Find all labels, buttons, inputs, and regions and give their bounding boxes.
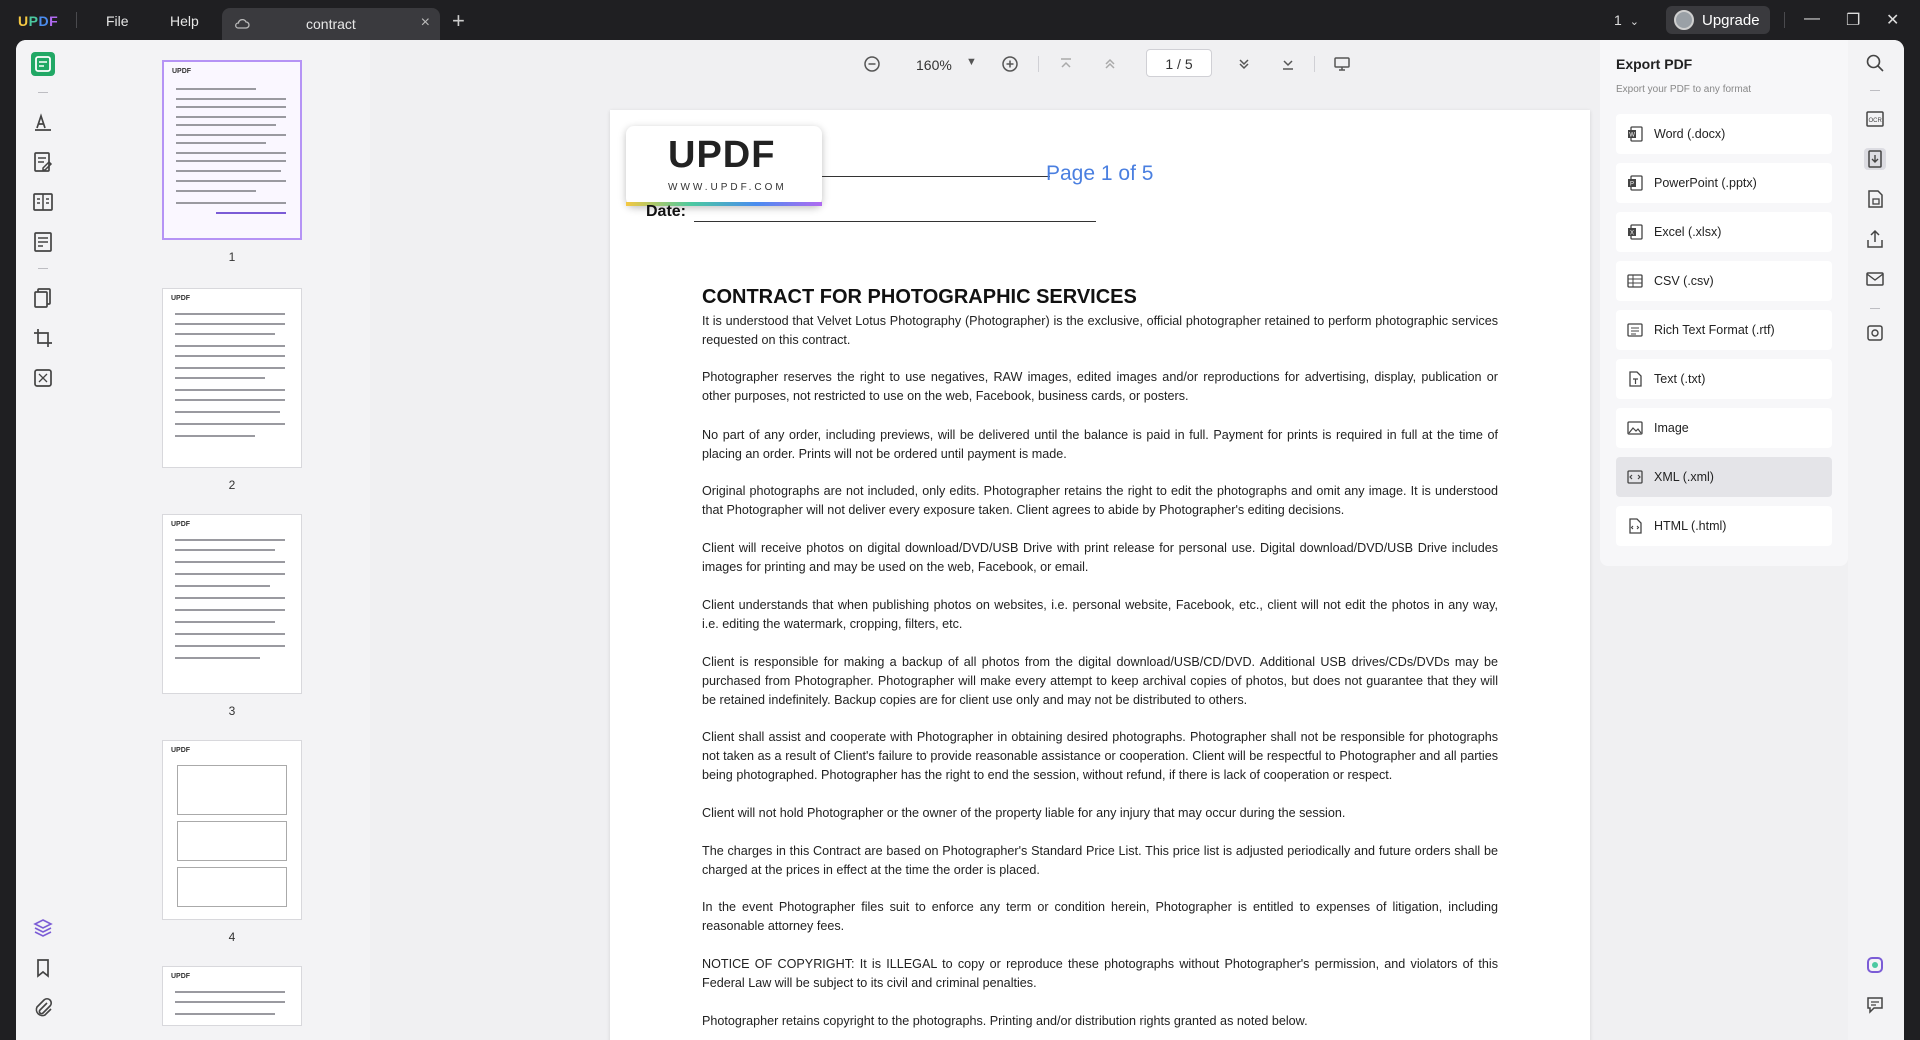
divider	[76, 12, 77, 28]
previous-page-icon[interactable]	[1100, 54, 1120, 77]
thumbnail-line	[175, 435, 255, 437]
thumbnail-line	[216, 212, 286, 214]
thumbnail-line	[176, 160, 286, 162]
contract-paragraph: In the event Photographer files suit to enforce any term or condition herein, Photographer is entitled to expenses of litigation, including reasonable attorney fees.	[702, 900, 1498, 933]
contract-paragraph: It is understood that Velvet Lotus Photography (Photographer) is the exclusive, official photographer retained to perform photographic services requested on this contract.	[702, 314, 1498, 347]
thumbnail-page[interactable]	[162, 966, 302, 1026]
protect-pdf-icon[interactable]	[1864, 188, 1886, 210]
zoom-dropdown-icon[interactable]: ▼	[966, 56, 977, 68]
thumbnail-line	[176, 190, 256, 192]
email-icon[interactable]	[1864, 268, 1886, 290]
thumbnail-number: 4	[228, 930, 236, 944]
panel-title: Export PDF	[1616, 56, 1693, 72]
xml-icon	[1626, 468, 1644, 486]
thumbnail-page[interactable]	[162, 288, 302, 468]
reader-mode-icon[interactable]	[31, 52, 55, 76]
thumbnail-line	[175, 313, 285, 315]
thumbnail-line	[176, 180, 286, 182]
right-toolbar	[1848, 40, 1904, 1040]
contract-paragraph: Client is responsible for making a backup of all photos from the digital download/USB/CD/DVD. Additional USB drives/CDs/DVDs may be purchased from Photographer. Photographer will make every attempt to keep archival copies of photos, but does not guarantee that they will be retained indefinitely. Backup copies are for client use only and may not be distributed to others.	[702, 655, 1498, 707]
thumbnail-logo: UPDF	[171, 295, 191, 302]
thumbnail-line	[175, 323, 285, 325]
html-icon	[1626, 517, 1644, 535]
workspace	[16, 40, 1904, 1040]
option-label: CSV (.csv)	[1654, 274, 1714, 288]
thumbnail-logo: UPDF	[172, 68, 192, 75]
bookmark-icon[interactable]	[31, 956, 55, 980]
next-page-icon[interactable]	[1234, 54, 1254, 77]
ocr-icon[interactable]	[1864, 108, 1886, 130]
upgrade-label: Upgrade	[1702, 12, 1760, 29]
contract-paragraph: Client will receive photos on digital download/DVD/USB Drive with print release for personal use. Digital download/DVD/USB Drive includes images for printing and may be used on the web, Facebook, or email.	[702, 541, 1498, 574]
header-line	[822, 176, 1050, 177]
attachment-icon[interactable]	[31, 996, 55, 1020]
layers-icon[interactable]	[31, 916, 55, 940]
thumbnail-line	[175, 377, 265, 379]
presentation-icon[interactable]	[1332, 54, 1352, 77]
thumbnail-line	[175, 355, 285, 357]
organize-pages-icon[interactable]	[31, 190, 55, 214]
thumbnail-number: 1	[228, 250, 236, 264]
window-count-label: 1	[1614, 12, 1622, 28]
stamp-brand: UPDF	[668, 134, 776, 176]
thumbnail-line	[175, 573, 285, 575]
thumbnail-logo: UPDF	[171, 747, 191, 754]
option-label: Word (.docx)	[1654, 127, 1726, 141]
first-page-icon[interactable]	[1056, 54, 1076, 77]
date-label: Date:	[646, 203, 687, 220]
option-label: Image	[1654, 421, 1689, 435]
thumbnail-line	[176, 116, 286, 118]
thumbnail-line	[176, 88, 256, 90]
option-label: XML (.xml)	[1654, 470, 1714, 484]
thumbnail-line	[175, 399, 285, 401]
total-pages: 5	[1184, 56, 1193, 72]
thumbnail-number: 2	[228, 478, 236, 492]
thumbnail-line	[175, 1001, 285, 1003]
app-logo: UPDF	[18, 13, 59, 29]
search-icon[interactable]	[1864, 52, 1886, 74]
divider	[1870, 308, 1880, 309]
thumbnail-line	[176, 202, 286, 204]
contract-paragraph: NOTICE OF COPYRIGHT: It is ILLEGAL to copy or reproduce these photographs without Photographer's permission, and violators of this Federal Law will be subject to its civil and criminal penalties.	[702, 957, 1498, 990]
pages-tool-icon[interactable]	[31, 286, 55, 310]
csv-icon	[1626, 272, 1644, 290]
option-label: Text (.txt)	[1654, 372, 1706, 386]
minimize-button[interactable]: —	[1804, 10, 1820, 27]
contract-title: CONTRACT FOR PHOTOGRAPHIC SERVICES	[702, 286, 1137, 308]
stamp-url: WWW.UPDF.COM	[668, 182, 787, 193]
option-label: Excel (.xlsx)	[1654, 225, 1722, 239]
contract-paragraph: Client understands that when publishing photos on websites, i.e. personal website, Facebook, etc., client will not edit the photos in any way, i.e. editing the watermark, cropping, filters, etc.	[702, 598, 1498, 631]
thumbnail-panel	[70, 40, 370, 1040]
thumbnail-line	[175, 389, 285, 391]
form-tool-icon[interactable]	[31, 230, 55, 254]
export-pdf-panel	[1600, 40, 1848, 566]
export-image-button[interactable]	[1616, 408, 1832, 448]
chevron-down-icon: ⌄	[1629, 16, 1639, 28]
current-page: 1	[1165, 56, 1174, 72]
thumbnail-line	[175, 367, 285, 369]
menu-file[interactable]: File	[106, 13, 129, 29]
thumbnail-page[interactable]	[162, 740, 302, 920]
thumbnail-line	[175, 345, 285, 347]
export-word-button[interactable]	[1616, 114, 1832, 154]
thumbnail-line	[176, 106, 286, 108]
left-toolbar	[16, 40, 70, 1040]
thumbnail-line	[176, 170, 281, 172]
thumbnail-line	[176, 98, 286, 100]
thumbnail-line	[175, 609, 285, 611]
divider	[38, 268, 48, 269]
thumbnail-line	[176, 124, 276, 126]
thumbnail-table	[177, 765, 287, 815]
tab-label: contract	[306, 16, 356, 32]
thumbnail-line	[175, 333, 275, 335]
close-tab-icon[interactable]: ×	[420, 14, 430, 31]
export-powerpoint-button[interactable]	[1616, 163, 1832, 203]
title-bar	[0, 0, 1920, 40]
thumbnail-number: 3	[228, 704, 236, 718]
tab-contract[interactable]	[222, 8, 440, 40]
thumbnail-line	[175, 549, 275, 551]
view-toolbar	[370, 40, 1600, 90]
protect-tool-icon[interactable]	[31, 366, 55, 390]
comment-tool-icon[interactable]	[31, 110, 55, 134]
page-separator: /	[1177, 56, 1181, 72]
page-number-input[interactable]	[1146, 49, 1212, 77]
export-csv-button[interactable]	[1616, 261, 1832, 301]
option-label: Rich Text Format (.rtf)	[1654, 323, 1775, 337]
export-rtf-button[interactable]	[1616, 310, 1832, 350]
contract-paragraph: Original photographs are not included, only edits. Photographer retains the right to edit the photographs and omit any image. It is understood that Photographer will not deliver every exposure taken. Client agrees to abide by Photographer's editing decisions.	[702, 484, 1498, 517]
new-tab-button[interactable]: +	[452, 8, 465, 33]
thumbnail-line	[175, 411, 280, 413]
contract-paragraph: Client shall assist and cooperate with Photographer in obtaining desired photographs. Photographer shall not be responsible for photographs not taken as a result of Client's failure to provide reasonable assistance or cooperation. Client will be respectful to Photographer and all parties being photographed. Photographer has the right to end the session, without refund, if there is lack of cooperation or respect.	[702, 730, 1498, 782]
crop-tool-icon[interactable]	[31, 326, 55, 350]
last-page-icon[interactable]	[1278, 54, 1298, 77]
share-icon[interactable]	[1864, 228, 1886, 250]
contract-paragraph: The charges in this Contract are based on Photographer's Standard Price List. This price list is adjusted periodically and future orders shall be charged at the prices in effect at the time the order is placed.	[702, 844, 1498, 877]
image-icon	[1626, 419, 1644, 437]
excel-icon	[1626, 223, 1644, 241]
export-html-button[interactable]	[1616, 506, 1832, 546]
export-text-button[interactable]	[1616, 359, 1832, 399]
date-line	[694, 221, 1096, 222]
zoom-level[interactable]: 160%	[916, 57, 952, 73]
thumbnail-line	[176, 134, 286, 136]
thumbnail-page[interactable]	[162, 514, 302, 694]
word-icon	[1626, 125, 1644, 143]
option-label: PowerPoint (.pptx)	[1654, 176, 1757, 190]
thumbnail-line	[175, 645, 285, 647]
svg-text:X: X	[1630, 230, 1635, 237]
thumbnail-line	[175, 585, 270, 587]
thumbnail-line	[175, 423, 285, 425]
thumbnail-line	[175, 657, 260, 659]
document-viewer[interactable]	[370, 40, 1600, 1040]
thumbnail-line	[175, 1013, 275, 1015]
divider	[1314, 56, 1315, 72]
svg-text:OCR: OCR	[1868, 118, 1882, 124]
pdf-page[interactable]	[610, 110, 1590, 1040]
contract-paragraph: Photographer retains copyright to the photographs. Printing and/or distribution rights granted as noted below.	[702, 1014, 1308, 1028]
cloud-icon	[234, 16, 250, 32]
thumbnail-table	[177, 867, 287, 907]
thumbnail-line	[175, 621, 275, 623]
thumbnail-line	[176, 142, 266, 144]
edit-pdf-icon[interactable]	[31, 150, 55, 174]
divider	[1038, 56, 1039, 72]
menu-help[interactable]: Help	[170, 13, 199, 29]
page-of-label: Page 1 of 5	[1046, 162, 1154, 185]
thumbnail-line	[175, 633, 285, 635]
updf-watermark-stamp	[626, 126, 822, 206]
export-pdf-icon[interactable]	[1864, 148, 1886, 170]
thumbnail-page[interactable]	[162, 60, 302, 240]
svg-text:W: W	[1629, 132, 1635, 139]
avatar	[1674, 10, 1694, 30]
text-icon	[1626, 370, 1644, 388]
thumbnail-line	[175, 991, 285, 993]
thumbnail-line	[175, 597, 285, 599]
export-excel-button[interactable]	[1616, 212, 1832, 252]
thumbnail-logo: UPDF	[171, 973, 191, 980]
divider	[1784, 12, 1785, 28]
thumbnail-line	[176, 152, 286, 154]
zoom-out-icon[interactable]	[862, 54, 882, 77]
thumbnail-logo: UPDF	[171, 521, 191, 528]
upgrade-button[interactable]	[1666, 6, 1770, 34]
export-xml-button[interactable]	[1616, 457, 1832, 497]
option-label: HTML (.html)	[1654, 519, 1727, 533]
contract-paragraph: Client will not hold Photographer or the owner of the property liable for any injury that may occur during the session.	[702, 806, 1346, 820]
thumbnail-line	[175, 539, 285, 541]
divider	[1870, 90, 1880, 91]
thumbnail-line	[175, 561, 285, 563]
powerpoint-icon	[1626, 174, 1644, 192]
close-window-button[interactable]: ✕	[1886, 12, 1900, 29]
ai-assistant-icon[interactable]	[1864, 954, 1886, 976]
contract-paragraph: Photographer reserves the right to use negatives, RAW images, edited images and/or reproductions for advertising, display, publication or other purposes, not restricted to use on the web, Facebook, business cards, or posters.	[702, 370, 1498, 403]
restore-button[interactable]: ❐	[1846, 12, 1861, 29]
divider	[38, 92, 48, 93]
save-snapshot-icon[interactable]	[1864, 322, 1886, 344]
svg-text:P: P	[1630, 181, 1635, 188]
rtf-icon	[1626, 321, 1644, 339]
comment-list-icon[interactable]	[1864, 994, 1886, 1016]
zoom-in-icon[interactable]	[1000, 54, 1020, 77]
thumbnail-table	[177, 821, 287, 861]
panel-subtitle: Export your PDF to any format	[1616, 84, 1752, 95]
contract-paragraph: No part of any order, including previews, will be delivered until the balance is paid in full. Payment for prints is required in full at the time of placing an order. Prints will not be ordered until payment is made.	[702, 428, 1498, 461]
